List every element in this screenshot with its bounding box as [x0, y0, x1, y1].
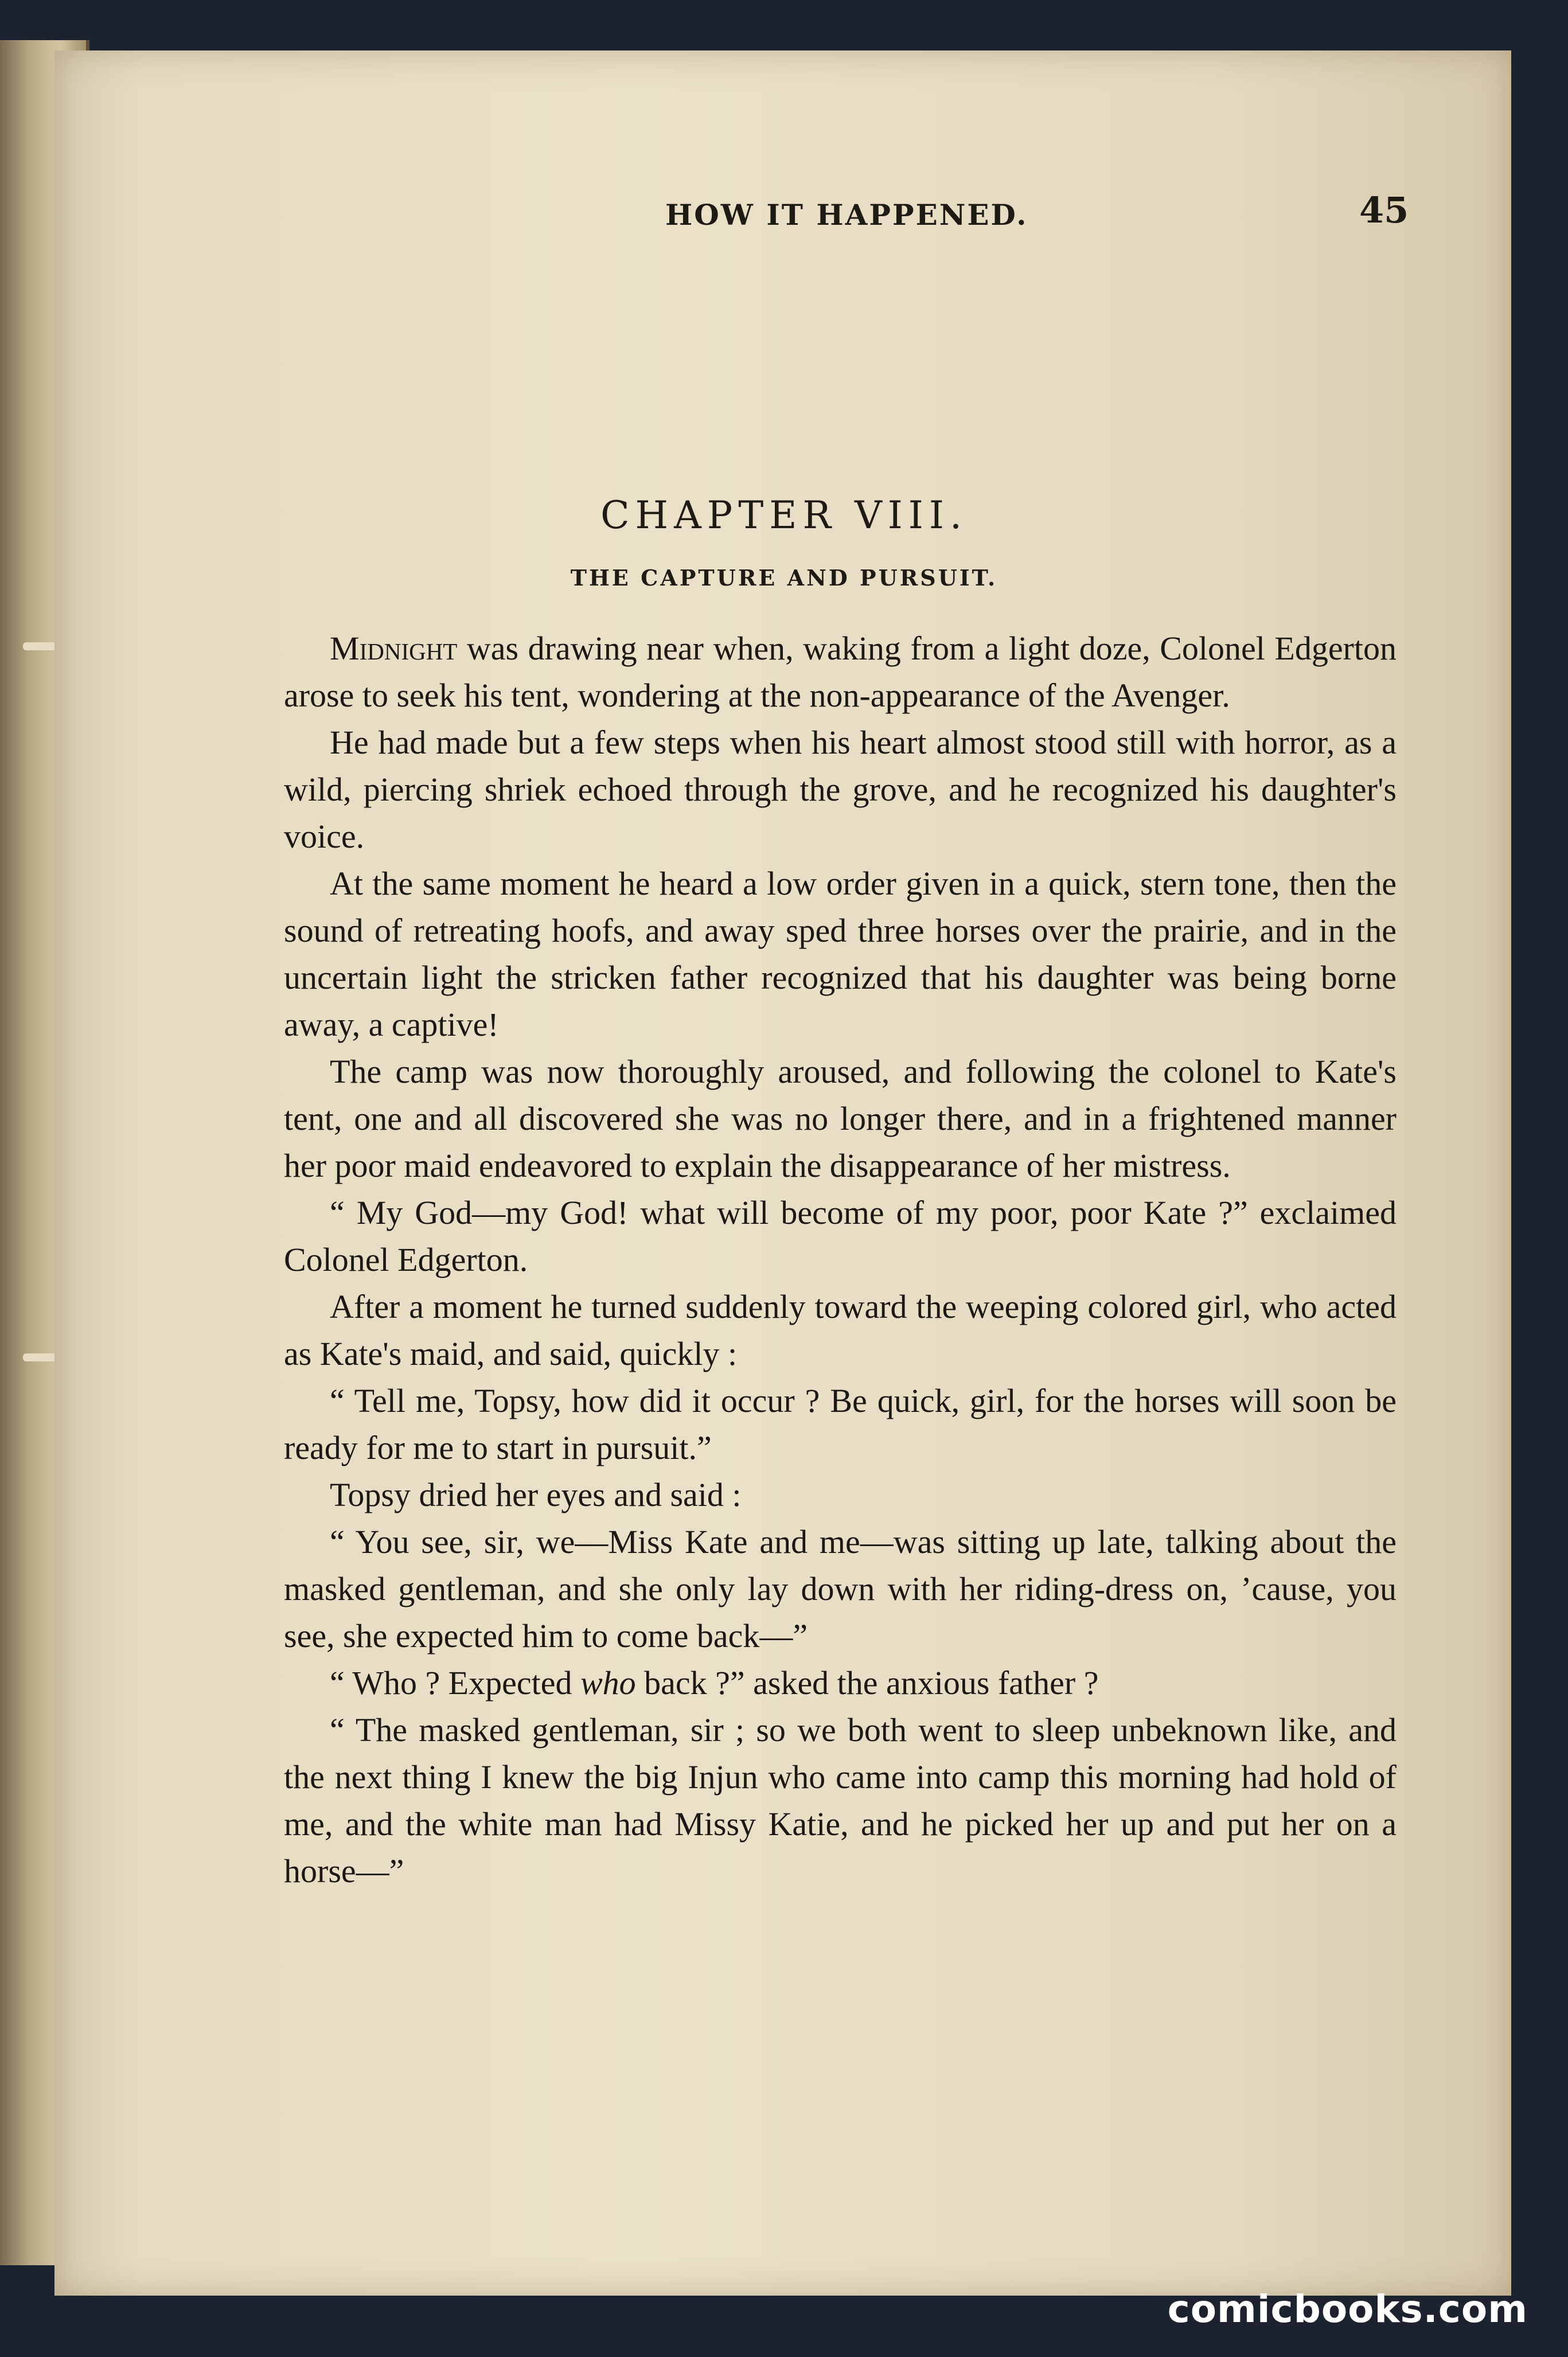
running-head: HOW IT HAPPENED. — [665, 198, 1028, 232]
paragraph: “ My God—my God! what will become of my poor, poor Kate ?” exclaimed Colonel Edgerton. — [284, 1194, 1397, 1278]
body-text — [284, 625, 1397, 1895]
paragraph: The camp was now thoroughly aroused, and following the colonel to Kate's tent, one and all discovered she was no longer there, and in a frightened manner her poor maid endeavored to explain the disappearance of her mistress. — [284, 1053, 1397, 1184]
paragraph: “ You see, sir, we—Miss Kate and me—was sitting up late, talking about the masked gentleman, and she only lay down with her riding-dress on, ’cause, you see, she expected him to come back—” — [284, 1523, 1397, 1654]
paragraph: After a moment he turned suddenly toward the weeping colored girl, who acted as Kate's maid, and said, quickly : — [284, 1288, 1397, 1372]
paragraph: Topsy dried her eyes and said : — [330, 1476, 742, 1513]
site-watermark[interactable]: comicbooks.com — [1167, 2287, 1528, 2331]
paragraph: “ Tell me, Topsy, how did it occur ? Be quick, girl, for the horses will soon be ready for me to start in pursuit.” — [284, 1382, 1397, 1466]
page-number: 45 — [1359, 189, 1409, 231]
paragraph: At the same moment he heard a low order given in a quick, stern tone, then the sound of retreating hoofs, and away sped three horses over the prairie, and in the uncertain light the stricken father recognized that his daughter was being borne away, a captive! — [284, 865, 1397, 1043]
paragraph: Midnight was drawing near when, waking from a light doze, Colonel Edgerton arose to seek his tent, wondering at the non-appearance of the Avenger. — [284, 630, 1397, 714]
chapter-subtitle: THE CAPTURE AND PURSUIT. — [570, 565, 998, 591]
paragraph: “ The masked gentleman, sir ; so we both went to sleep unbeknown like, and the next thing I knew the big Injun who came into camp this morning had hold of me, and the white man had Missy Katie, and he picked her up and put her on a horse—” — [284, 1711, 1397, 1890]
chapter-title: CHAPTER VIII. — [600, 493, 968, 537]
paragraph: He had made but a few steps when his heart almost stood still with horror, as a wild, piercing shriek echoed through the grove, and he recognized his daughter's voice. — [284, 724, 1397, 855]
paragraph: “ Who ? Expected who back ?” asked the anxious father ? — [330, 1664, 1099, 1702]
